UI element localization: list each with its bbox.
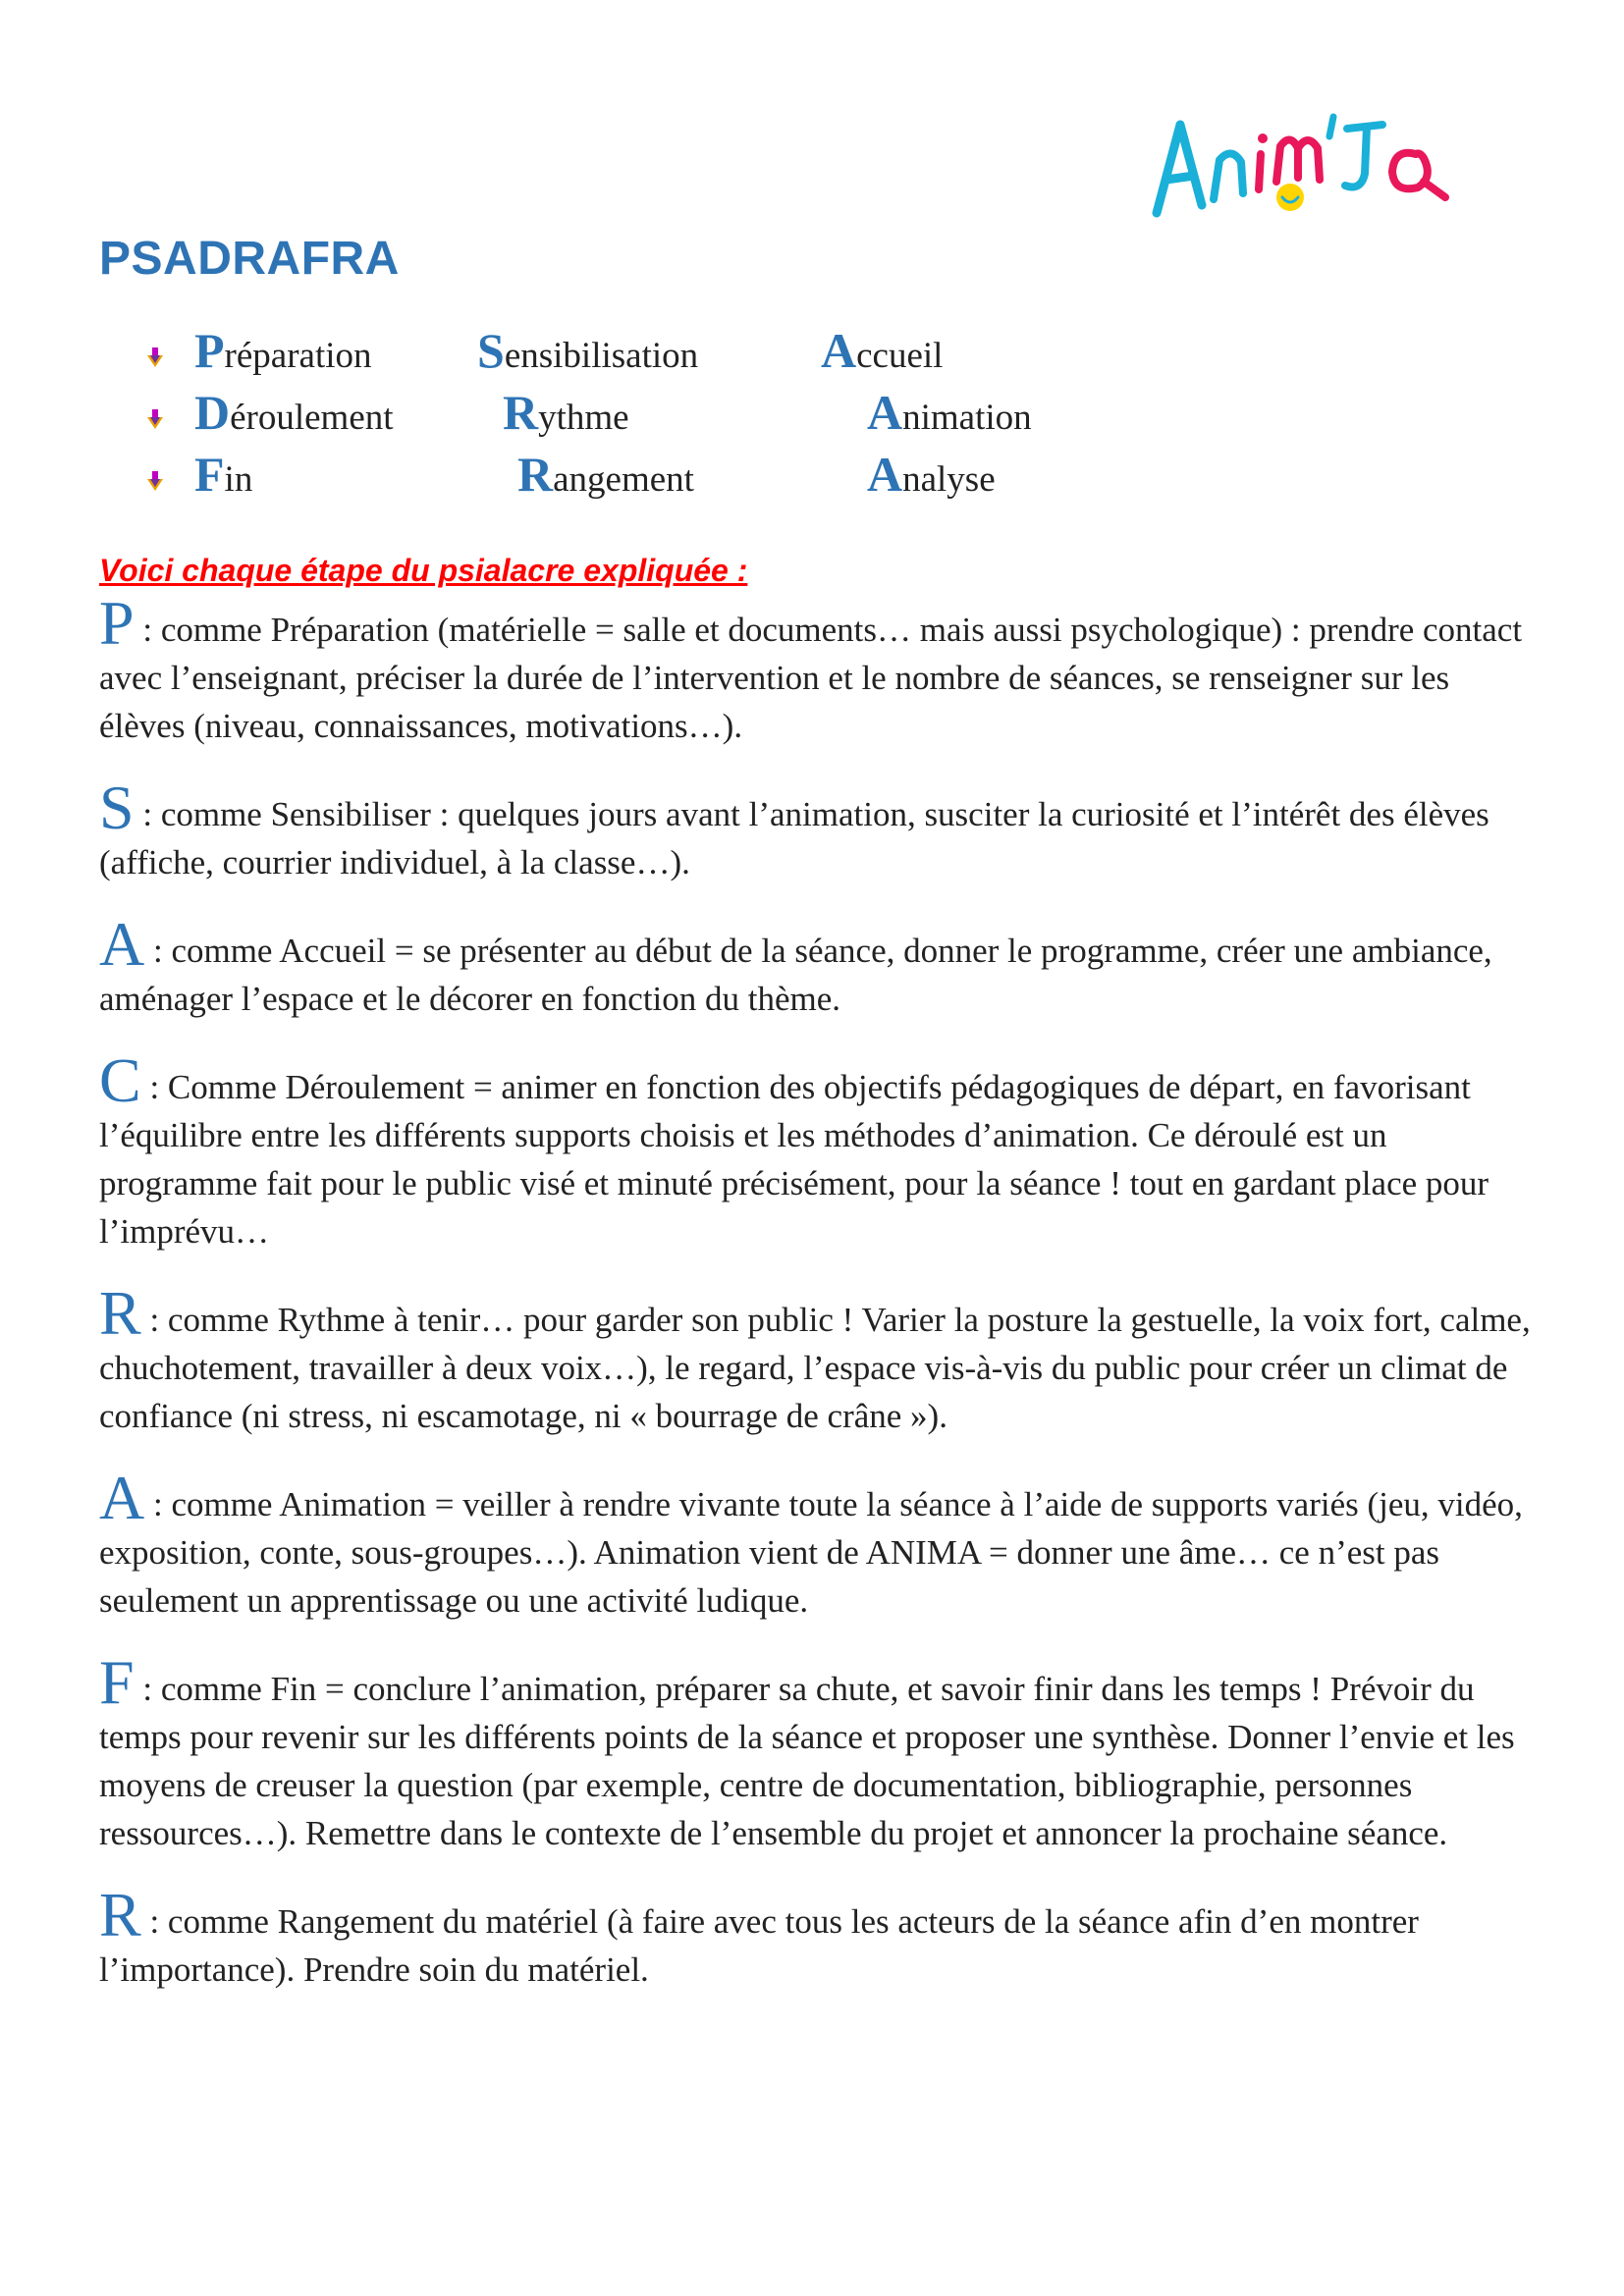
step-text: : comme Rangement du matériel (à faire avec tous les acteurs de la séance afin d’en montrer l’importance). Prendre soin du matériel. [99,1902,1419,1989]
step-paragraph [99,909,1543,1023]
step-paragraph [99,1463,1543,1625]
acronym-list [147,322,1129,507]
arrow-bullet-icon [147,471,163,491]
acronym-word: Analyse [867,447,996,502]
step-paragraph [99,1045,1543,1255]
step-paragraph [99,773,1543,886]
acronym-word: Rangement [517,447,694,502]
step-letter: R [99,1278,141,1348]
section-subheading: Voici chaque étape du psialacre expliquée : [99,553,748,588]
arrow-bullet-icon [147,347,163,367]
step-text: : comme Accueil = se présenter au début de la séance, donner le programme, créer une ambiance, aménager l’espace et le décorer en fonction du thème. [99,932,1492,1018]
step-letter: S [99,773,135,842]
step-letter: A [99,1463,145,1532]
arrow-bullet-icon [147,409,163,429]
step-letter: F [99,1647,135,1717]
step-letter: P [99,588,135,658]
acronym-word: Préparation [194,323,372,378]
step-letter: A [99,909,145,979]
step-letter: R [99,1880,141,1949]
animjo-logo [1129,103,1453,231]
step-text: : Comme Déroulement = animer en fonction des objectifs pédagogiques de départ, en favorisant l’équilibre entre les différents supports choisis et les méthodes d’animation. Ce déroulé est un programme fait pour le public visé et minuté précisément, pour la séance ! tout en gardant place pour l’imprévu… [99,1068,1489,1251]
step-paragraph [99,1278,1543,1440]
step-paragraph [99,1647,1543,1857]
step-letter: C [99,1045,141,1115]
acronym-row [147,446,1129,507]
steps-list [99,588,1543,2027]
step-text: : comme Animation = veiller à rendre vivante toute la séance à l’aide de supports variés (jeu, vidéo, exposition, conte, sous-groupes…). Animation vient de ANIMA = donner une âme… ce n’est pas seulement un apprentissage ou une activité ludique. [99,1485,1523,1620]
acronym-word: Déroulement [194,385,394,440]
step-paragraph [99,1880,1543,1994]
acronym-word: Animation [867,385,1032,440]
acronym-word: Rythme [503,385,629,440]
step-text: : comme Rythme à tenir… pour garder son public ! Varier la posture la gestuelle, la voix fort, calme, chuchotement, travailler à deux voix…), le regard, l’espace vis-à-vis du public pour créer un climat de confiance (ni stress, ni escamotage, ni « bourrage de crâne »). [99,1301,1531,1435]
acronym-row [147,322,1129,384]
acronym-word: Fin [194,447,253,502]
step-paragraph [99,588,1543,750]
acronym-row [147,384,1129,446]
acronym-word: Accueil [821,323,944,378]
step-text: : comme Fin = conclure l’animation, préparer sa chute, et savoir finir dans les temps ! Prévoir du temps pour revenir sur les différents points de la séance et proposer une synthèse. Donner l’envie et les moyens de creuser la question (par exemple, centre de documentation, bibliographie, personnes ressources…). Remettre dans le contexte de l’ensemble du projet et annoncer la prochaine séance. [99,1670,1515,1852]
acronym-word: Sensibilisation [477,323,699,378]
step-text: : comme Préparation (matérielle = salle et documents… mais aussi psychologique) : prendre contact avec l’enseignant, préciser la durée de l’intervention et le nombre de séances, se renseigner sur les élèves (niveau, connaissances, motivations…). [99,611,1523,745]
page-title: PSADRAFRA [99,233,400,285]
step-text: : comme Sensibiliser : quelques jours avant l’animation, susciter la curiosité et l’intérêt des élèves (affiche, courrier individuel, à la classe…). [99,795,1489,881]
